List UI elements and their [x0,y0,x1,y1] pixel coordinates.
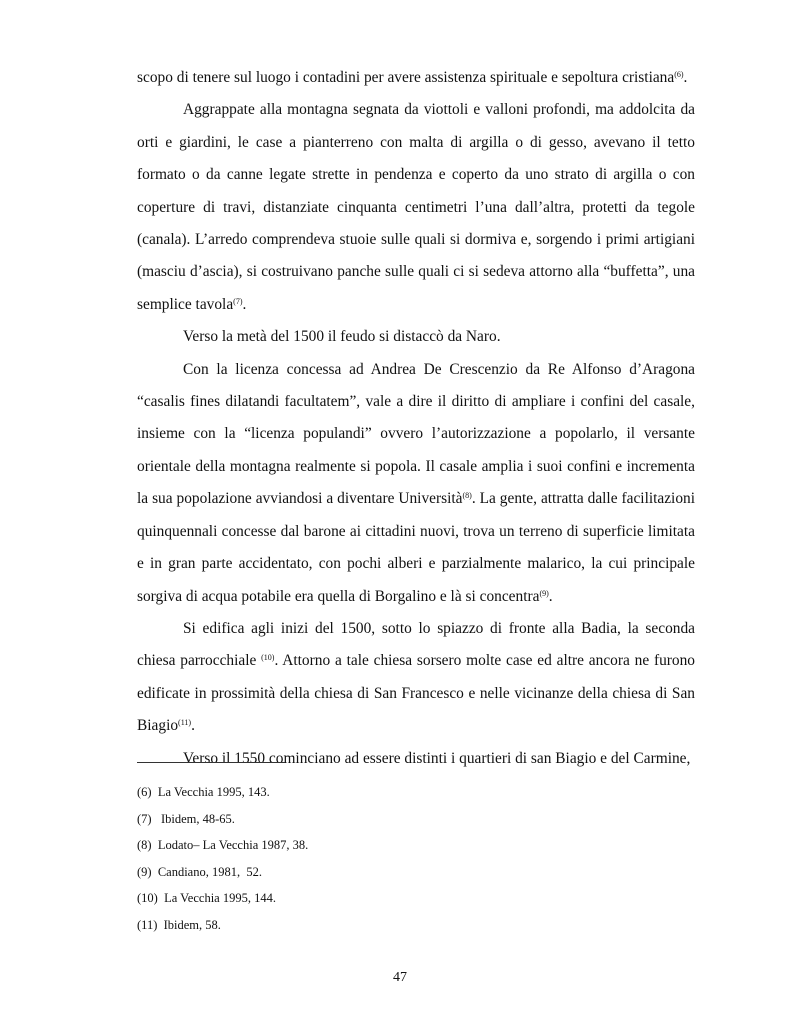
footnote: (10) La Vecchia 1995, 144. [137,891,276,906]
footnote-reference: (10) [261,653,275,663]
paragraph [137,613,695,743]
paragraph-text: Aggrappate alla montagna segnata da viottoli e valloni profondi, ma addolcita da orti e giardini, le case a pianterreno con malta di argilla o di gesso, avevano il tetto formato o da canne legate strette in pendenza e coperto da uno strato di argilla o con coperture di travi, distanziate cinquanta centimetri l’una dall’altra, protetti da tegole (canala). L’arredo comprendeva stuoie sulle quali si dormiva e, sorgendo i primi artigiani (masciu d’ascia), si costruivano panche sulle quali ci si sedeva attorno alla “buffetta”, una semplice tavola [137,101,695,313]
paragraph-text: . [548,587,553,605]
footnotes [137,779,308,939]
footnote-separator [137,762,285,763]
footnote: (9) Candiano, 1981, 52. [137,864,262,879]
body-text [137,62,695,775]
paragraph-text: . La gente, attratta dalle facilitazioni quinquennali concesse dal barone ai cittadini nuovi, trova un terreno di superficie limitata e in gran parte accidentato, con pochi alberi e parzialmente malarico, la cui principale sorgiva di acqua potabile era quella di Borgalino e là si concentra [137,490,695,605]
paragraph-text: . [683,69,688,86]
footnote: (11) Ibidem, 58. [137,917,221,932]
footnote-reference: (7) [233,296,243,306]
paragraph-text: Con la licenza concessa ad Andrea De Crescenzio da Re Alfonso d’Aragona “casalis fines dilatandi facultatem”, vale a dire il diritto di ampliare i confini del casale, insieme con la “licenza populandi” ovvero l’autorizzazione a popolarlo, il versante orientale della montagna realmente si popola. Il casale amplia i suoi confini e incrementa la sua popolazione avviandosi a diventare Università [137,360,695,508]
paragraph [137,743,695,775]
paragraph-text: Verso la metà del 1500 il feudo si distaccò da Naro. [183,328,501,346]
paragraph-text: . Attorno a tale chiesa sorsero molte case ed altre ancora ne furono edificate in prossimità della chiesa di San Francesco e nelle vicinanze della chiesa di San Biagio [137,652,695,735]
footnote-reference: (8) [462,491,472,501]
paragraph [137,321,695,353]
footnote: (6) La Vecchia 1995, 143. [137,785,270,799]
page-number: 47 [393,970,407,985]
footnote-reference: (6) [674,70,684,79]
paragraph-text: Si edifica agli inizi del 1500, sotto lo spiazzo di fronte alla Badia, la seconda chiesa parrocchiale [137,619,695,670]
paragraph [137,94,695,321]
paragraph-text: Verso il 1550 cominciano ad essere distinti i quartieri di san Biagio e del Carmine, [183,749,691,767]
paragraph-text: . [242,295,247,313]
footnote-reference: (11) [178,718,192,728]
paragraph [137,354,695,613]
footnote: (7) Ibidem, 48-65. [137,811,235,826]
footnote-reference: (9) [539,588,549,598]
paragraph-text: scopo di tenere sul luogo i contadini per avere assistenza spirituale e sepoltura cristiana [137,69,675,86]
footnote: (8) Lodato– La Vecchia 1987, 38. [137,838,309,853]
paragraph [137,62,695,94]
paragraph-text: . [191,717,195,735]
